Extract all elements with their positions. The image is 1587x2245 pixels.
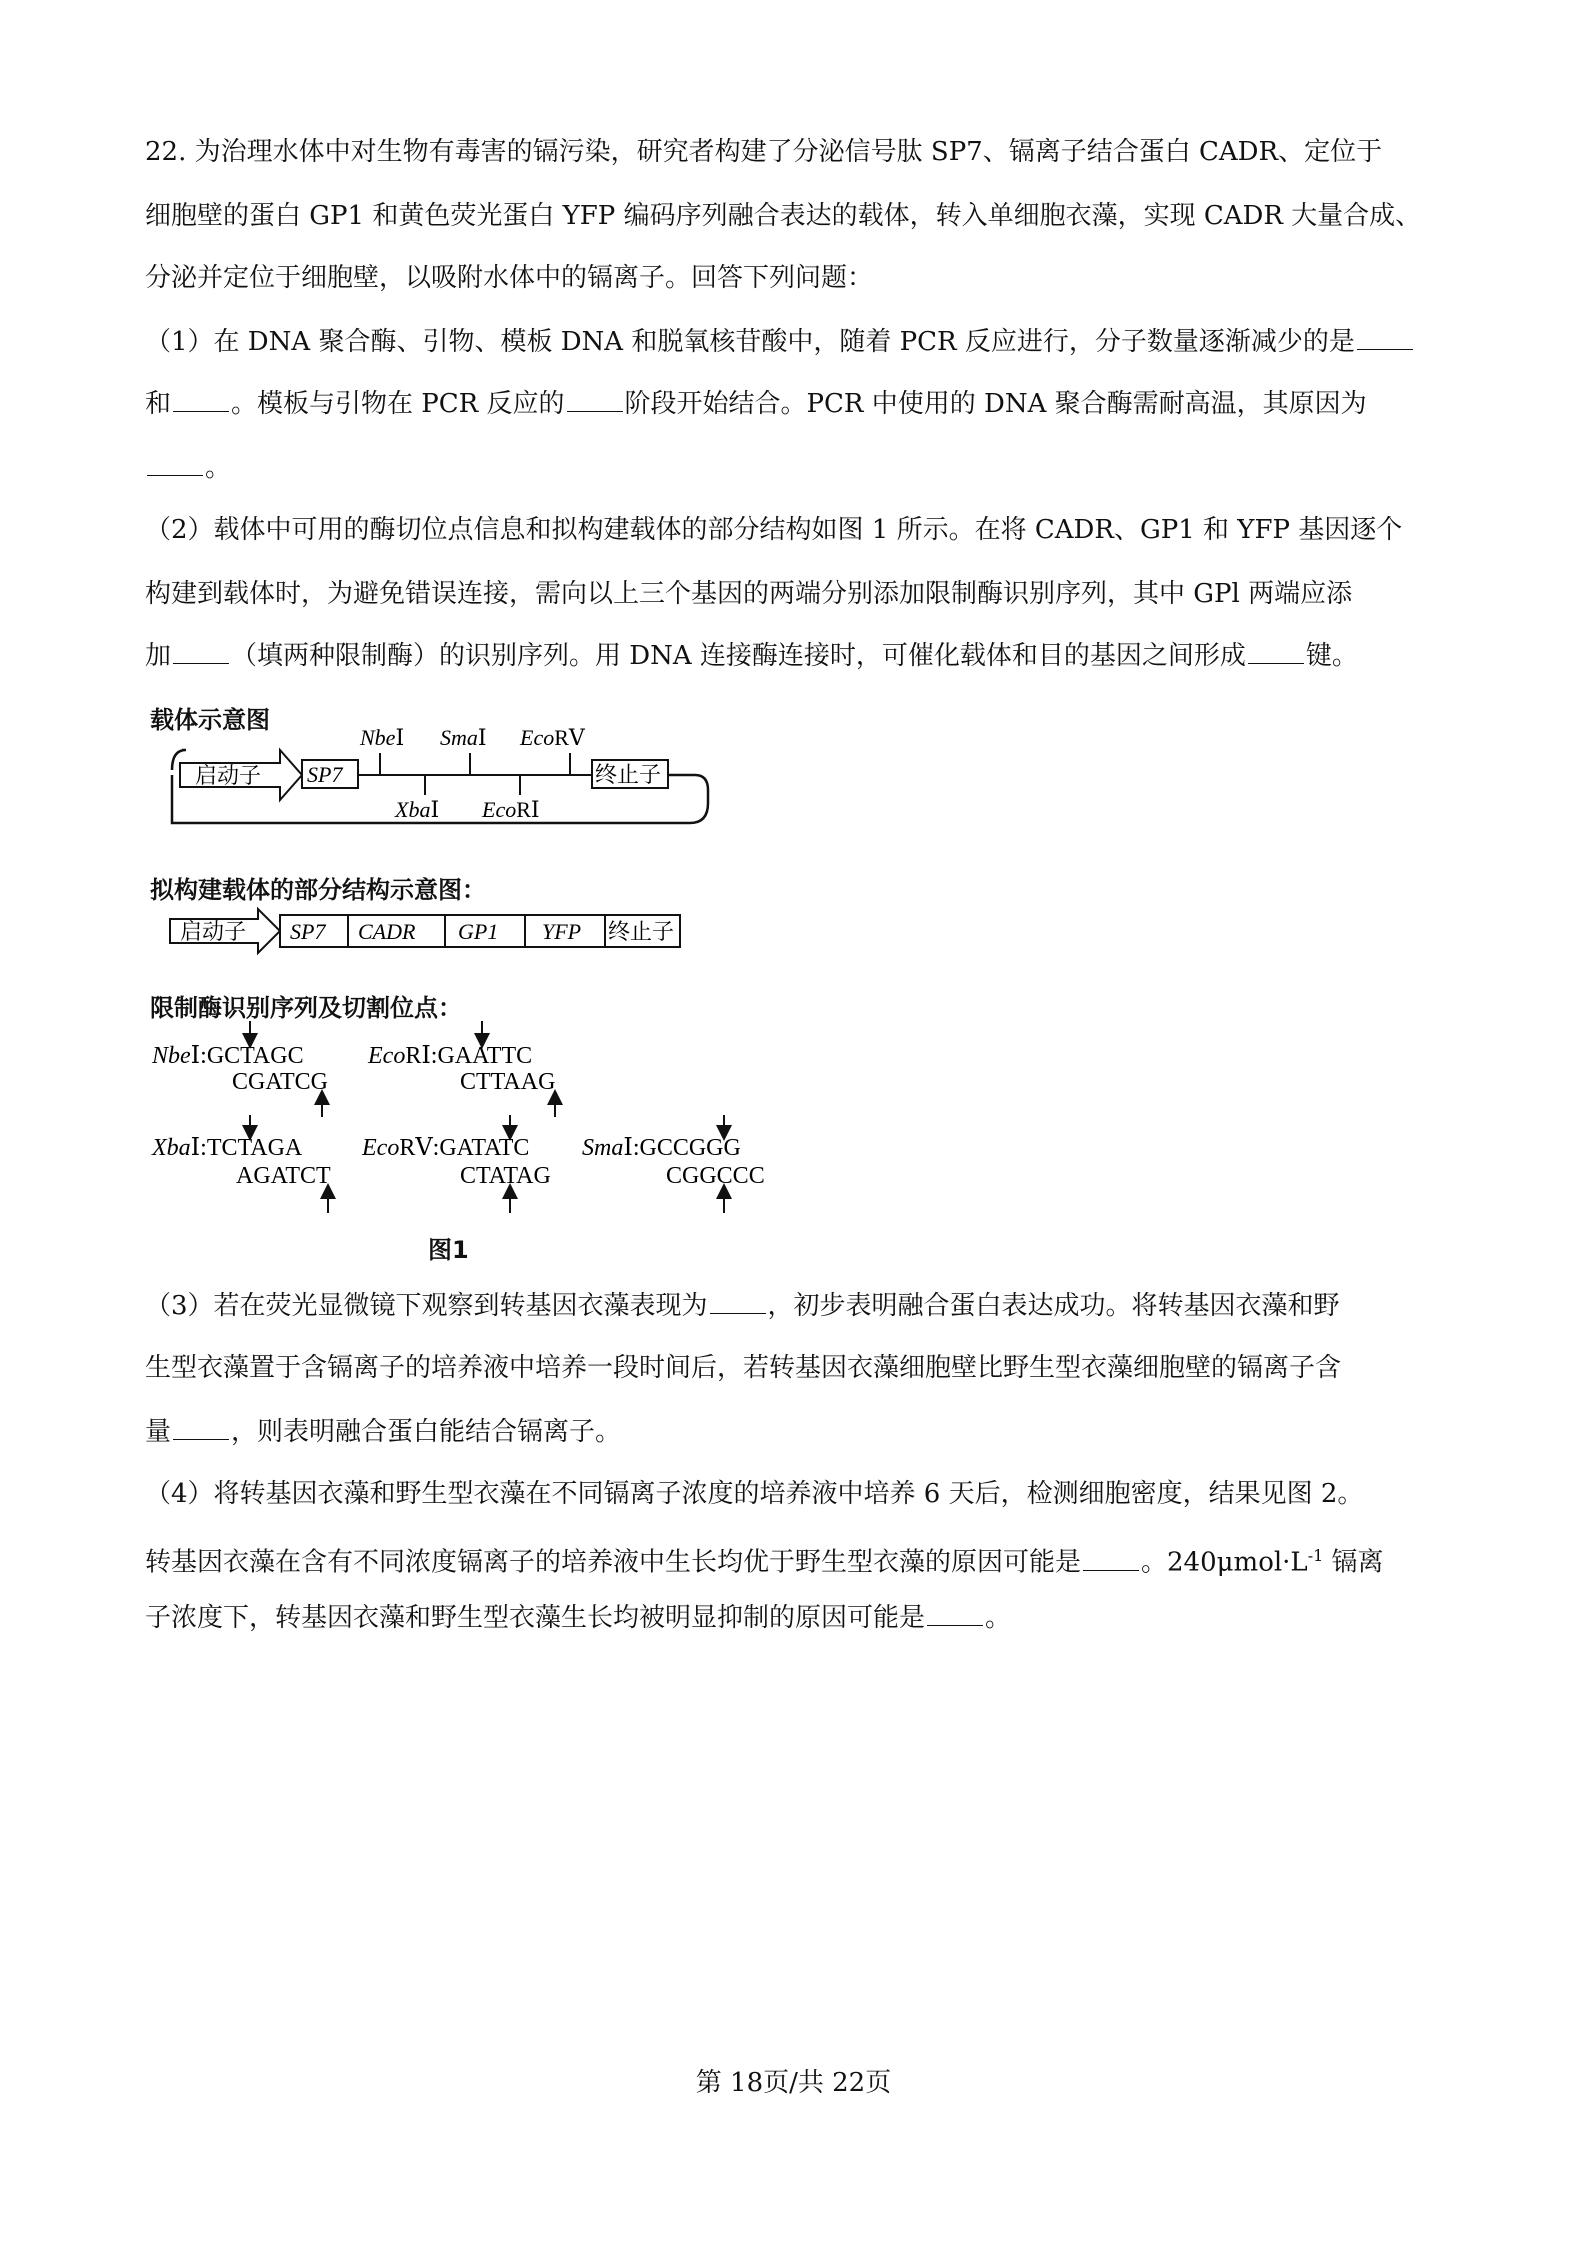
question-stem-line-2: 细胞壁的蛋白 GP1 和黄色荧光蛋白 YFP 编码序列融合表达的载体，转入单细胞衣藻，实现 CADR 大量合成、 <box>145 201 1422 231</box>
ecorv-site-label: EcoRⅤ <box>520 725 585 750</box>
answer-blank[interactable] <box>1357 327 1413 350</box>
answer-blank[interactable] <box>927 1603 983 1626</box>
part1-text-2a: 和 <box>145 389 172 419</box>
part2-line-1: （2）载体中可用的酶切位点信息和拟构建载体的部分结构如图 1 所示。在将 CADR、GP1 和 YFP 基因逐个 <box>145 515 1403 545</box>
part3-text-1b: ，初步表明融合蛋白表达成功。将转基因衣藻和野 <box>767 1291 1340 1321</box>
question-stem-line-1: 22. 为治理水体中对生物有毒害的镉污染，研究者构建了分泌信号肽 SP7、镉离子结合蛋白 CADR、定位于 <box>145 137 1383 167</box>
ecori-enzyme: EcoRⅠ:GAATTC <box>368 1043 533 1069</box>
part1-line-1 <box>145 326 1415 358</box>
part4-line-1: （4）将转基因衣藻和野生型衣藻在不同镉离子浓度的培养液中培养 6 天后，检测细胞密度，结果见图 2。 <box>145 1479 1364 1509</box>
part3-line-3 <box>145 1416 621 1448</box>
part1-line-3 <box>145 452 231 484</box>
part2-line-3 <box>145 640 1358 672</box>
part3-text-3a: 量 <box>145 1417 172 1447</box>
sma-site-label: SmaⅠ <box>440 725 487 750</box>
answer-blank[interactable] <box>1248 641 1304 664</box>
answer-blank[interactable] <box>567 389 623 412</box>
xba-site-label: XbaⅠ <box>395 797 440 822</box>
ecorv-enzyme: EcoRⅤ:GATATC <box>362 1135 530 1161</box>
construct-terminator: 终止子 <box>608 919 675 944</box>
part1-text-2b: 。模板与引物在 PCR 反应的 <box>231 389 565 419</box>
vector-diagram-title: 载体示意图 <box>150 706 270 734</box>
part4-superscript: -1 <box>1307 1546 1324 1565</box>
answer-blank[interactable] <box>1083 1548 1139 1571</box>
answer-blank[interactable] <box>710 1291 766 1314</box>
enzyme-sequences <box>150 1015 800 1220</box>
part4-text-3b: 。 <box>985 1603 1012 1633</box>
part2-text-3a: 加 <box>145 641 172 671</box>
xba-enzyme: XbaⅠ:TCTAGA <box>152 1135 303 1161</box>
part3-text-3b: ，则表明融合蛋白能结合镉离子。 <box>231 1417 622 1447</box>
nhe-site-label: NbeⅠ <box>360 725 405 750</box>
answer-blank[interactable] <box>173 641 229 664</box>
part2-text-3b: （填两种限制酶）的识别序列。用 DNA 连接酶连接时，可催化载体和目的基因之间形成 <box>231 641 1246 671</box>
xba-bottom-strand: AGATCT <box>236 1163 331 1189</box>
nhe-enzyme: NbeⅠ:GCTAGC <box>152 1043 304 1069</box>
answer-blank[interactable] <box>173 1417 229 1440</box>
figure-caption: 图1 <box>428 1236 469 1264</box>
part3-text-1a: （3）若在荧光显微镜下观察到转基因衣藻表现为 <box>145 1291 708 1321</box>
question-stem-line-3: 分泌并定位于细胞壁，以吸附水体中的镉离子。回答下列问题： <box>145 263 874 293</box>
construct-gp1: GP1 <box>458 919 499 944</box>
construct-diagram-title: 拟构建载体的部分结构示意图： <box>150 876 486 904</box>
construct-yfp: YFP <box>542 919 582 944</box>
part1-text-3: 。 <box>205 453 232 483</box>
construct-promoter-label: 启动子 <box>180 919 247 944</box>
construct-diagram <box>150 905 690 957</box>
part2-text-3c: 键。 <box>1305 641 1358 671</box>
ecori-site-label: EcoRⅠ <box>482 797 540 822</box>
part3-line-2: 生型衣藻置于含镉离子的培养液中培养一段时间后，若转基因衣藻细胞壁比野生型衣藻细胞壁的镉离子含 <box>145 1353 1342 1383</box>
part4-line-2 <box>145 1540 1384 1579</box>
part1-text-2c: 阶段开始结合。PCR 中使用的 DNA 聚合酶需耐高温，其原因为 <box>624 389 1367 419</box>
answer-blank[interactable] <box>173 389 229 412</box>
enzyme-table-title: 限制酶识别序列及切割位点： <box>150 994 462 1022</box>
terminator-label: 终止子 <box>595 762 662 787</box>
part4-text-3a: 子浓度下，转基因衣藻和野生型衣藻生长均被明显抑制的原因可能是 <box>145 1603 926 1633</box>
answer-blank[interactable] <box>147 453 203 476</box>
ecori-bottom-strand: CTTAAG <box>460 1069 556 1095</box>
vector-diagram <box>150 715 710 840</box>
construct-cadr: CADR <box>358 919 416 944</box>
part4-line-3 <box>145 1602 1011 1634</box>
part4-text-2b: 。240μmol·L <box>1141 1547 1308 1578</box>
promoter-label: 启动子 <box>195 763 262 788</box>
part1-line-2 <box>145 388 1367 420</box>
part1-text-1: （1）在 DNA 聚合酶、引物、模板 DNA 和脱氧核苷酸中，随着 PCR 反应进行，分子数量逐渐减少的是 <box>145 327 1355 357</box>
sma-bottom-strand: CGGCCC <box>666 1163 765 1189</box>
part2-line-2: 构建到载体时，为避免错误连接，需向以上三个基因的两端分别添加限制酶识别序列，其中 GPl 两端应添 <box>145 579 1353 609</box>
sma-enzyme: SmaⅠ:GCCGGG <box>582 1135 741 1161</box>
ecorv-bottom-strand: CTATAG <box>460 1163 551 1189</box>
part4-text-2c: 镉离 <box>1323 1547 1384 1578</box>
part3-line-1 <box>145 1290 1340 1322</box>
nhe-bottom-strand: CGATCG <box>232 1069 329 1095</box>
part4-text-2a: 转基因衣藻在含有不同浓度镉离子的培养液中生长均优于野生型衣藻的原因可能是 <box>145 1547 1082 1578</box>
sp7-label: SP7 <box>307 762 343 787</box>
construct-sp7: SP7 <box>290 919 326 944</box>
page-number: 第 18页/共 22页 <box>695 2068 892 2098</box>
